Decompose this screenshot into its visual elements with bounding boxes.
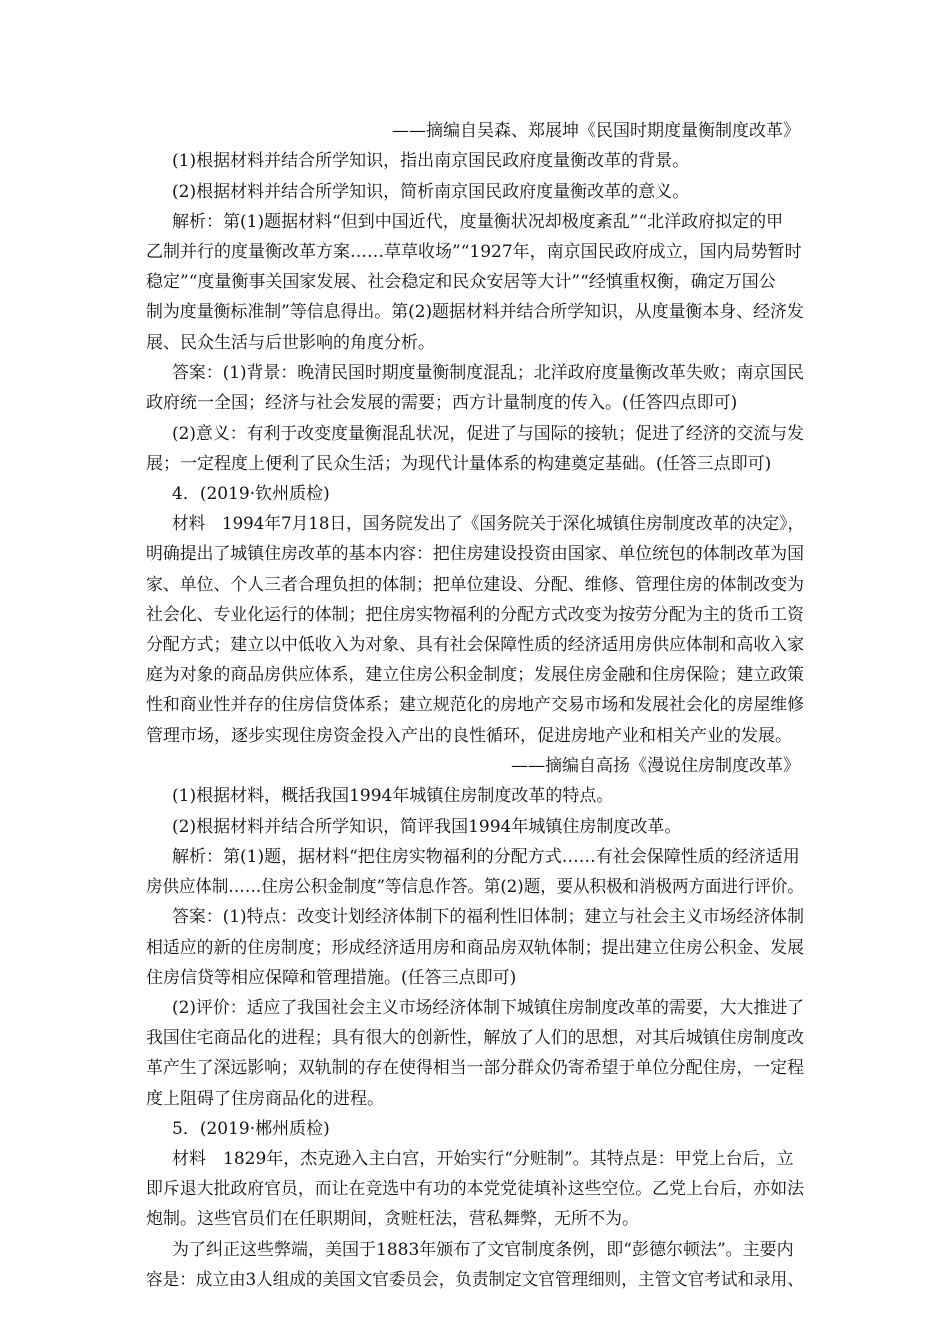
answer-line: (2)评价：适应了我国社会主义市场经济体制下城镇住房制度改革的需要，大大推进了: [172, 998, 805, 1018]
analysis-line: 房供应体制……住房公积金制度”等信息作答。第(2)题，要从积极和消极两方面进行评价。: [146, 877, 804, 897]
question-line: (1)根据材料并结合所学知识，指出南京国民政府度量衡改革的背景。: [172, 151, 690, 171]
answer-line: 答案：(1)背景：晚清民国时期度量衡制度混乱；北洋政府度量衡改革失败；南京国民: [172, 363, 805, 383]
material-line: 社会化、专业化运行的体制；把住房实物福利的分配方式改变为按劳分配为主的货币工资: [146, 605, 804, 625]
material-line: 材料 1994年7月18日，国务院发出了《国务院关于深化城镇住房制度改革的决定》，: [172, 514, 805, 534]
analysis-line: 稳定”“度量衡事关国家发展、社会稳定和民众安居等大计”“经慎重权衡，确定万国公: [146, 272, 776, 292]
answer-line: 度上阻碍了住房商品化的进程。: [146, 1089, 384, 1109]
analysis-line: 制为度量衡标准制”等信息得出。第(2)题据材料并结合所学知识，从度量衡本身、经济发: [146, 302, 804, 322]
material-line: 性和商业性并存的住房信贷体系；建立规范化的房地产交易市场和发展社会化的房屋维修: [146, 695, 804, 715]
material-line: 庭为对象的商品房供应体系，建立住房公积金制度；发展住房金融和住房保险；建立政策: [146, 665, 804, 685]
material-line: 家、单位、个人三者合理负担的体制；把单位建设、分配、维修、管理住房的体制改变为: [146, 575, 804, 595]
question-line: (2)根据材料并结合所学知识，简评我国1994年城镇住房制度改革。: [172, 817, 682, 837]
answer-line: 我国住宅商品化的进程；具有很大的创新性，解放了人们的思想，对其后城镇住房制度改: [146, 1028, 804, 1048]
analysis-line: 展、民众生活与后世影响的角度分析。: [146, 333, 435, 353]
material-line: 管理市场，逐步实现住房资金投入产出的良性循环，促进房地产业和相关产业的发展。: [146, 726, 792, 746]
material-line: 为了纠正这些弊端，美国于1883年颁布了文官制度条例，即“彭德尔顿法”。主要内: [172, 1240, 794, 1260]
question-number: 4．(2019·钦州质检): [172, 484, 330, 504]
answer-line: 政府统一全国；经济与社会发展的需要；西方计量制度的传入。(任答四点即可): [146, 393, 738, 413]
analysis-line: 乙制并行的度量衡改革方案……草草收场”“1927年，南京国民政府成立，国内局势暂时: [146, 242, 802, 262]
answer-line: 答案：(1)特点：改变计划经济体制下的福利性旧体制；建立与社会主义市场经济体制: [172, 907, 805, 927]
material-line: 明确提出了城镇住房改革的基本内容：把住房建设投资由国家、单位统包的体制改革为国: [146, 544, 804, 564]
material-line: 容是：成立由3人组成的美国文官委员会，负责制定文官管理细则，主管文官考试和录用、: [146, 1270, 804, 1290]
question-line: (2)根据材料并结合所学知识，简析南京国民政府度量衡改革的意义。: [172, 182, 690, 202]
question-number: 5．(2019·郴州质检): [172, 1119, 330, 1139]
question-line: (1)根据材料，概括我国1994年城镇住房制度改革的特点。: [172, 786, 614, 806]
analysis-line: 解析：第(1)题，据材料“把住房实物福利的分配方式……有社会保障性质的经济适用: [172, 847, 800, 867]
source-citation: ——摘编自吴森、郑展坤《民国时期度量衡制度改革》: [392, 121, 800, 141]
source-citation: ——摘编自高扬《漫说住房制度改革》: [511, 756, 800, 776]
material-line: 分配方式；建立以中低收入为对象、具有社会保障性质的经济适用房供应体制和高收入家: [146, 635, 804, 655]
material-line: 炮制。这些官员们在任职期间，贪赃枉法，营私舞弊，无所不为。: [146, 1209, 639, 1229]
material-line: 即斥退大批政府官员，而让在竞选中有功的本党党徒填补这些空位。乙党上台后，亦如法: [146, 1179, 804, 1199]
analysis-line: 解析：第(1)题据材料“但到中国近代，度量衡状况却极度紊乱”“北洋政府拟定的甲: [172, 212, 784, 232]
answer-line: 住房信贷等相应保障和管理措施。(任答三点即可): [146, 968, 517, 988]
answer-line: 革产生了深远影响；双轨制的存在使得相当一部分群众仍寄希望于单位分配住房，一定程: [146, 1058, 804, 1078]
answer-line: 展；一定程度上便利了民众生活；为现代计量体系的构建奠定基础。(任答三点即可): [146, 454, 772, 474]
material-line: 材料 1829年，杰克逊入主白宫，开始实行“分赃制”。其特点是：甲党上台后，立: [172, 1149, 794, 1169]
answer-line: 相适应的新的住房制度；形成经济适用房和商品房双轨体制；提出建立住房公积金、发展: [146, 938, 804, 958]
answer-line: (2)意义：有利于改变度量衡混乱状况，促进了与国际的接轨；促进了经济的交流与发: [172, 424, 805, 444]
